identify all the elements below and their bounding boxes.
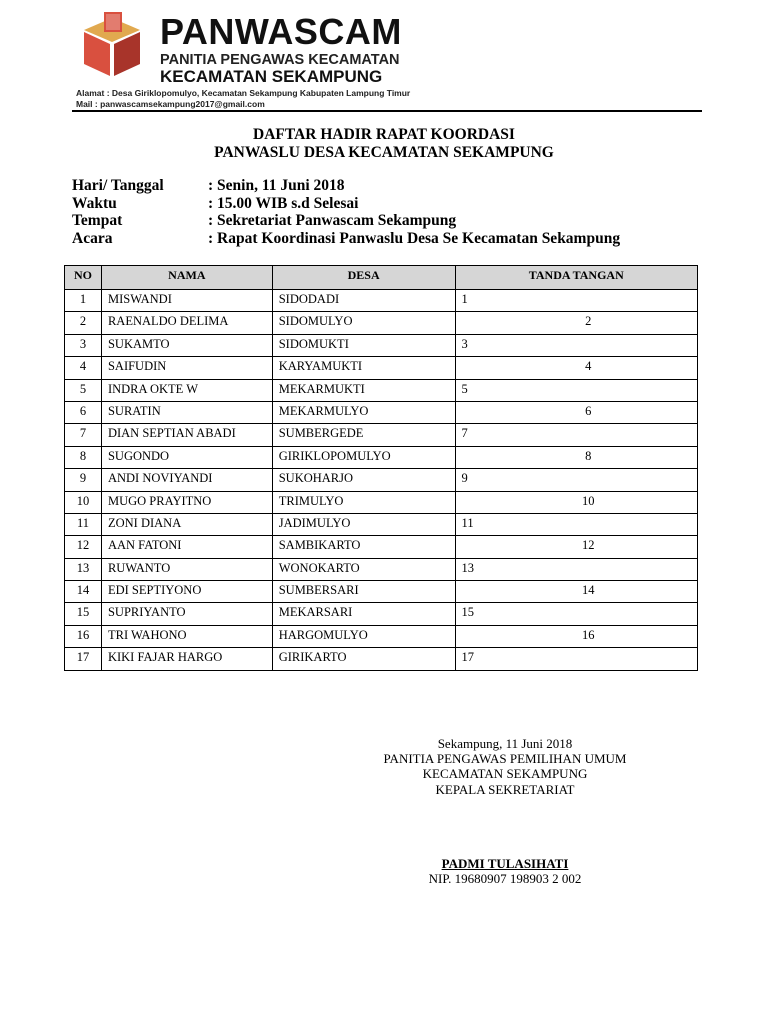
table-header-row [65,266,698,290]
row-no: 11 [65,513,102,535]
address-block [76,88,410,110]
table-row [65,290,698,312]
row-no: 13 [65,558,102,580]
table-row [65,357,698,379]
row-desa: SIDOMULYO [272,312,455,334]
row-no: 8 [65,446,102,468]
table-row [65,581,698,603]
info-label: Waktu [72,194,117,212]
row-nama: SURATIN [101,401,272,423]
doc-title-2: PANWASLU DESA KECAMATAN SEKAMPUNG [214,144,554,161]
row-nama: ANDI NOVIYANDI [101,469,272,491]
info-row-date [72,177,620,195]
letterhead [72,8,702,108]
row-desa: JADIMULYO [272,513,455,535]
table-row [65,312,698,334]
row-desa: HARGOMULYO [272,625,455,647]
row-signature: 8 [455,446,697,468]
row-desa: GIRIKARTO [272,648,455,670]
row-signature: 16 [455,625,697,647]
row-no: 1 [65,290,102,312]
info-value: : Rapat Koordinasi Panwaslu Desa Se Kecamatan Sekampung [208,229,621,247]
row-signature: 9 [455,469,697,491]
table-row [65,424,698,446]
row-no: 5 [65,379,102,401]
row-nama: TRI WAHONO [101,625,272,647]
sign-line-2: KECAMATAN SEKAMPUNG [422,766,588,782]
info-row-agenda [72,230,620,248]
row-signature: 6 [455,401,697,423]
row-desa: KARYAMUKTI [272,357,455,379]
row-desa: WONOKARTO [272,558,455,580]
row-desa: MEKARMUKTI [272,379,455,401]
info-row-time [72,195,620,213]
header-tanda-tangan: TANDA TANGAN [455,266,697,290]
row-signature: 10 [455,491,697,513]
doc-title-1: DAFTAR HADIR RAPAT KOORDASI [253,126,515,143]
mail-line: Mail : panwascamsekampung2017@gmail.com [76,99,265,109]
row-signature: 17 [455,648,697,670]
row-nama: EDI SEPTIYONO [101,581,272,603]
row-no: 16 [65,625,102,647]
info-label: Hari/ Tanggal [72,177,164,194]
table-row [65,334,698,356]
table-row [65,558,698,580]
header-nama: NAMA [101,266,272,290]
info-row-place [72,212,620,230]
row-nama: DIAN SEPTIAN ABADI [101,424,272,446]
row-signature: 13 [455,558,697,580]
row-no: 6 [65,401,102,423]
row-no: 10 [65,491,102,513]
table-row [65,513,698,535]
table-row [65,469,698,491]
row-nama: RUWANTO [101,558,272,580]
table-row [65,603,698,625]
attendance-table [64,265,698,671]
letterhead-divider [72,110,702,112]
info-value: : Senin, 11 Juni 2018 [208,177,345,194]
sign-place-date: Sekampung, 11 Juni 2018 [437,736,573,751]
row-signature: 2 [455,312,697,334]
row-desa: SUMBERGEDE [272,424,455,446]
table-row [65,648,698,670]
row-desa: GIRIKLOPOMULYO [272,446,455,468]
row-signature: 15 [455,603,697,625]
row-desa: MEKARSARI [272,603,455,625]
row-nama: ZONI DIANA [101,513,272,535]
row-no: 9 [65,469,102,491]
org-name: PANWASCAM [160,11,402,52]
row-no: 4 [65,357,102,379]
row-no: 2 [65,312,102,334]
info-label: Acara [72,229,113,247]
signer-block [340,856,670,886]
row-nama: AAN FATONI [101,536,272,558]
info-label: Tempat [72,212,123,229]
row-no: 12 [65,536,102,558]
info-value: : 15.00 WIB s.d Selesai [208,194,359,212]
row-no: 14 [65,581,102,603]
row-signature: 3 [455,334,697,356]
table-row [65,446,698,468]
table-row [65,491,698,513]
row-nama: SUGONDO [101,446,272,468]
org-subtitle-2: KECAMATAN SEKAMPUNG [160,67,383,86]
row-desa: MEKARMULYO [272,401,455,423]
row-desa: SUKOHARJO [272,469,455,491]
info-value: : Sekretariat Panwascam Sekampung [208,212,457,229]
header-no: NO [65,266,102,290]
row-nama: MUGO PRAYITNO [101,491,272,513]
row-nama: SUPRIYANTO [101,603,272,625]
row-nama: INDRA OKTE W [101,379,272,401]
row-signature: 7 [455,424,697,446]
row-signature: 11 [455,513,697,535]
table-row [65,536,698,558]
row-signature: 4 [455,357,697,379]
signer-name: PADMI TULASIHATI [441,856,569,871]
row-desa: SIDOMUKTI [272,334,455,356]
row-signature: 12 [455,536,697,558]
row-desa: SIDODADI [272,290,455,312]
signature-block [340,736,670,797]
row-desa: TRIMULYO [272,491,455,513]
row-signature: 14 [455,581,697,603]
row-no: 15 [65,603,102,625]
row-desa: SUMBERSARI [272,581,455,603]
panwascam-logo [76,10,148,82]
table-row [65,625,698,647]
signer-nip: NIP. 19680907 198903 2 002 [428,871,582,887]
table-row [65,401,698,423]
row-signature: 5 [455,379,697,401]
row-no: 3 [65,334,102,356]
meeting-info [72,177,620,247]
address-line: Alamat : Desa Giriklopomulyo, Kecamatan Sekampung Kabupaten Lampung Timur [76,88,411,98]
header-desa: DESA [272,266,455,290]
row-signature: 1 [455,290,697,312]
row-no: 7 [65,424,102,446]
row-nama: SAIFUDIN [101,357,272,379]
row-no: 17 [65,648,102,670]
sign-line-3: KEPALA SEKRETARIAT [435,781,575,797]
table-row [65,379,698,401]
row-desa: SAMBIKARTO [272,536,455,558]
row-nama: RAENALDO DELIMA [101,312,272,334]
sign-line-1: PANITIA PENGAWAS PEMILIHAN UMUM [383,751,627,767]
row-nama: MISWANDI [101,290,272,312]
row-nama: SUKAMTO [101,334,272,356]
row-nama: KIKI FAJAR HARGO [101,648,272,670]
org-subtitle-1: PANITIA PENGAWAS KECAMATAN [160,52,400,68]
